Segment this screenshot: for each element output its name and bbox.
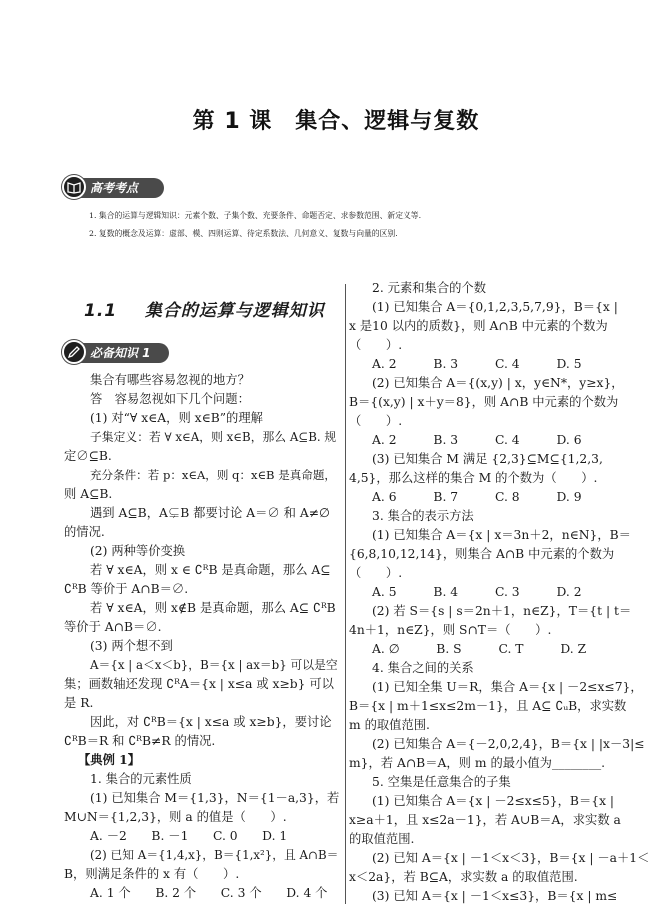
right-line: 4. 集合之间的关系 xyxy=(372,661,474,675)
knowledge-line: 的情况. xyxy=(64,525,105,539)
example-label: 【典例 1】 xyxy=(78,752,141,767)
knowledge-line: A＝{x | a＜x＜b}，B＝{x | ax＝b} 可以是空 xyxy=(90,658,338,672)
right-line: （ ）. xyxy=(349,566,403,580)
right-line: 3. 集合的表示方法 xyxy=(372,509,474,523)
knowledge-line: (1) 对“∀ x∈A，则 x∈B”的理解 xyxy=(90,411,263,425)
lesson-title: 第 1 课 集合、逻辑与复数 xyxy=(192,109,480,134)
right-line: (2) 已知 A＝{x | －1＜x＜3}，B＝{x | －a＋1＜ xyxy=(372,851,650,865)
example-line: 1. 集合的元素性质 xyxy=(90,772,192,786)
exam-point-item: 1. 集合的运算与逻辑知识：元素个数、子集个数、充要条件、命题否定、求参数范围、新定义等. xyxy=(89,211,422,220)
right-line: 2. 元素和集合的个数 xyxy=(372,281,487,295)
column-divider xyxy=(345,284,346,904)
right-line: (1) 已知全集 U＝R，集合 A＝{x | －2≤x≤7}， xyxy=(372,680,643,694)
knowledge-line: ∁ᴿB 等价于 A∩B＝∅. xyxy=(64,582,189,596)
knowledge-line: 定∅⊆B. xyxy=(64,449,112,463)
knowledge-line: 充分条件：若 p：x∈A，则 q：x∈B 是真命题， xyxy=(90,468,336,482)
right-line: (3) 已知集合 M 满足 {2,3}⊆M⊆{1,2,3, xyxy=(372,452,603,466)
right-line: A. 6 B. 7 C. 8 D. 9 xyxy=(372,490,582,504)
exam-points-badge xyxy=(64,178,164,198)
knowledge-line: 子集定义：若 ∀ x∈A，则 x∈B，那么 A⊆B. 规 xyxy=(90,430,337,444)
right-line: 5. 空集是任意集合的子集 xyxy=(372,775,511,789)
example-line: (2) 已知 A＝{1,4,x}，B＝{1,x²}，且 A∩B＝ xyxy=(90,848,339,862)
knowledge-line: 集合有哪些容易忽视的地方？ xyxy=(90,373,250,387)
knowledge-line: 若 ∀ x∈A，则 x∉B 是真命题，那么 A⊆ ∁ᴿB xyxy=(90,601,336,615)
knowledge-line: (3) 两个想不到 xyxy=(90,639,173,653)
section-title-text: 集合的运算与逻辑知识 xyxy=(144,301,325,321)
knowledge-line: 等价于 A∩B＝∅. xyxy=(64,620,162,634)
right-line: （ ）. xyxy=(349,338,403,352)
right-line: (1) 已知集合 A＝{0,1,2,3,5,7,9}，B＝{x | xyxy=(372,300,618,314)
knowledge-line: 因此，对 ∁ᴿB＝{x | x≤a 或 x≥b}，要讨论 xyxy=(90,715,332,729)
right-line: (2) 若 S＝{s | s＝2n＋1，n∈Z}，T＝{t | t＝ xyxy=(372,604,632,618)
exam-point-item: 2. 复数的概念及运算：虚部、模、四则运算、待定系数法、几何意义、复数与向量的区别. xyxy=(89,229,398,238)
section-number: 1.1 xyxy=(84,301,118,321)
right-line: 的取值范围. xyxy=(349,832,415,846)
knowledge-line: 是 R. xyxy=(64,696,94,710)
right-line: m 的取值范围. xyxy=(349,718,430,732)
right-line: (2) 已知集合 A＝{(x,y) | x，y∈N*，y≥x}， xyxy=(372,376,624,390)
example-line: B，则满足条件的 x 有（ ）. xyxy=(64,867,240,881)
knowledge-line: 集；画数轴还发现 ∁ᴿA＝{x | x≤a 或 x≥b} 可以 xyxy=(64,677,334,691)
right-line: 4n＋1，n∈Z}，则 S∩T＝（ ）. xyxy=(349,623,552,637)
right-line: x 是10 以内的质数}，则 A∩B 中元素的个数为 xyxy=(349,319,608,333)
right-line: x＜2a}，若 B⊆A，求实数 a 的取值范围. xyxy=(349,870,578,884)
example-line: A. －2 B. －1 C. 0 D. 1 xyxy=(90,829,288,843)
right-line: x≥a＋1，且 x≤2a－1}，若 A∪B＝A，求实数 a xyxy=(349,813,621,827)
right-line: 4,5}，那么这样的集合 M 的个数为（ ）. xyxy=(349,471,598,485)
right-line: A. 2 B. 3 C. 4 D. 5 xyxy=(372,357,582,371)
knowledge-line: 答 容易忽视如下几个问题： xyxy=(90,392,250,406)
exam-points-badge-label: 高考考点 xyxy=(90,181,139,195)
example-line: A. 1 个 B. 2 个 C. 3 个 D. 4 个 xyxy=(90,886,328,900)
knowledge-line: 遇到 A⊆B，A⊊B 都要讨论 A＝∅ 和 A≠∅ xyxy=(90,506,330,520)
section-title xyxy=(84,296,325,321)
right-line: B＝{(x,y) | x＋y＝8}，则 A∩B 中元素的个数为 xyxy=(349,395,619,409)
knowledge-line: (2) 两种等价变换 xyxy=(90,544,186,558)
right-line: (2) 已知集合 A＝{－2,0,2,4}，B＝{x | |x－3|≤ xyxy=(372,737,645,751)
right-line: {6,8,10,12,14}，则集合 A∩B 中元素的个数为 xyxy=(349,547,615,561)
right-line: A. 2 B. 3 C. 4 D. 6 xyxy=(372,433,582,447)
pen-icon xyxy=(62,340,86,364)
example-line: M∪N＝{1,2,3}，则 a 的值是（ ）. xyxy=(64,810,287,824)
right-line: A. 5 B. 4 C. 3 D. 2 xyxy=(372,585,582,599)
right-line: m}，若 A∩B＝A，则 m 的最小值为________. xyxy=(349,756,606,770)
example-line: (1) 已知集合 M＝{1,3}，N＝{1－a,3}，若 xyxy=(90,791,340,805)
knowledge-line: ∁ᴿB＝R 和 ∁ᴿB≠R 的情况. xyxy=(64,734,216,748)
right-line: (1) 已知集合 A＝{x | －2≤x≤5}，B＝{x | xyxy=(372,794,615,808)
right-line: (1) 已知集合 A＝{x | x＝3n＋2，n∈N}，B＝ xyxy=(372,528,631,542)
right-line: (3) 已知 A＝{x | －1＜x≤3}，B＝{x | m≤ xyxy=(372,889,618,903)
knowledge-badge xyxy=(64,343,169,363)
knowledge-line: 则 A⊆B. xyxy=(64,487,113,501)
right-line: A. ∅ B. S C. T D. Z xyxy=(372,642,587,656)
right-line: （ ）. xyxy=(349,414,403,428)
knowledge-badge-label: 必备知识 1 xyxy=(90,346,151,360)
right-line: B＝{x | m＋1≤x≤2m－1}，且 A⊆ ∁ᵤB，求实数 xyxy=(349,699,627,713)
knowledge-line: 若 ∀ x∈A，则 x ∈ ∁ᴿB 是真命题，那么 A⊆ xyxy=(90,563,331,577)
book-icon xyxy=(62,175,86,199)
